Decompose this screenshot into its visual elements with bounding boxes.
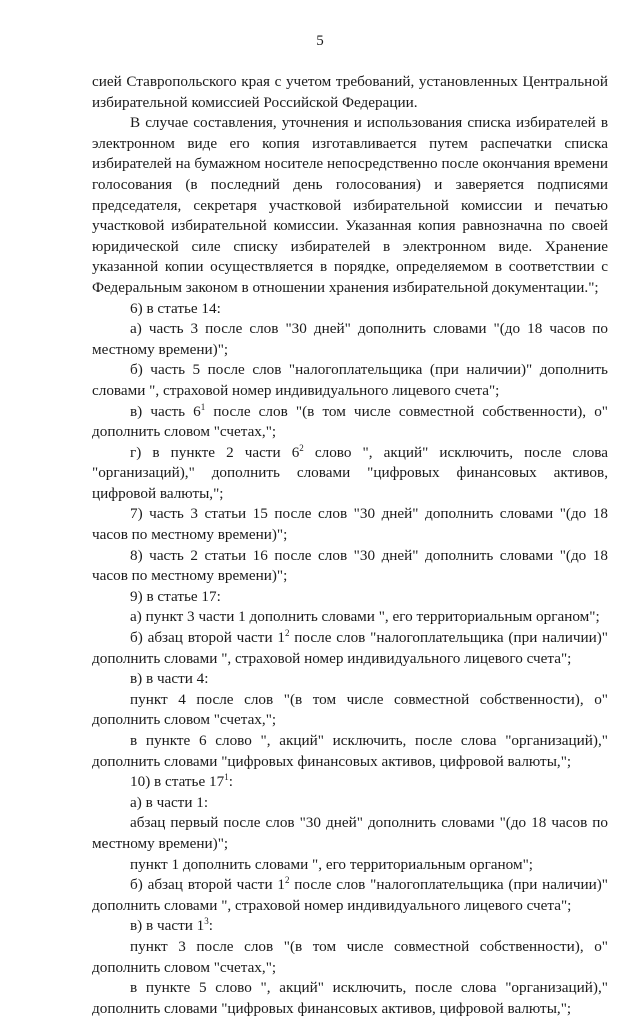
paragraph [92,319,608,360]
paragraph [92,916,608,937]
paragraph-text: а) часть 3 после слов "30 дней" дополнить словами "(до 18 часов по местному времени)"; [92,320,608,358]
paragraph-text: пункт 1 дополнить словами ", его территориальным органом"; [130,855,534,873]
superscript-index: 1 [224,772,229,783]
paragraph-text: в) в части 1 [130,917,205,935]
superscript-index: 1 [200,401,206,412]
paragraph-text-continuation: : [228,773,233,791]
document-body [92,72,608,1019]
paragraph-text: сией Ставропольского края с учетом требований, установленных Центральной избирательной комиссией Российской Федерации. [92,73,608,111]
paragraph-text: а) пункт 3 части 1 дополнить словами ", его территориальным органом"; [130,608,600,626]
paragraph [92,546,608,587]
paragraph [92,731,608,772]
paragraph-text: г) в пункте 2 части 6 [130,443,300,461]
paragraph [92,607,608,628]
paragraph-text: 9) в статье 17: [130,587,221,605]
paragraph [92,504,608,545]
paragraph-text: пункт 3 после слов "(в том числе совместной собственности), о" дополнить словом "счетах,"; [92,937,608,976]
paragraph-text-continuation: после слов "налогоплательщика (при наличии)" дополнить словами ", страховой номер индивидуального лицевого счета"; [92,629,608,667]
paragraph-text-continuation: после слов "(в том числе совместной собственности), о" дополнить словом "счетах,"; [92,402,608,441]
paragraph-text-continuation: после слов "налогоплательщика (при наличии)" дополнить словами ", страховой номер индивидуального лицевого счета"; [92,876,608,914]
paragraph [92,813,608,854]
paragraph-text: 8) часть 2 статьи 16 после слов "30 дней" дополнить словами "(до 18 часов по местному времени)"; [92,546,608,585]
paragraph [92,587,608,608]
paragraph [92,690,608,731]
paragraph-text: в) в части 4: [130,670,209,688]
paragraph-text: 10) в статье 17 [130,773,225,791]
paragraph-text: 6) в статье 14: [130,299,221,317]
paragraph-text: пункт 4 после слов "(в том числе совместной собственности), о" дополнить словом "счетах,"; [92,690,608,729]
paragraph [92,855,608,876]
paragraph-text: б) абзац второй части 1 [130,629,285,647]
paragraph-text: в) часть 6 [130,402,201,420]
paragraph [92,443,608,505]
paragraph [92,299,608,320]
paragraph [92,72,608,113]
paragraph-text: в пункте 6 слово ", акций" исключить, после слова "организаций)," дополнить словами "цифровых финансовых активов, цифровой валюты,"; [92,732,608,770]
paragraph [92,793,608,814]
paragraph [92,113,608,298]
paragraph-text: б) часть 5 после слов "налогоплательщика (при наличии)" дополнить словами ", страховой номер индивидуального лицевого счета"; [92,361,608,399]
paragraph-text: 7) часть 3 статьи 15 после слов "30 дней" дополнить словами "(до 18 часов по местному времени)"; [92,505,608,544]
paragraph [92,628,608,669]
paragraph-text: абзац первый после слов "30 дней" дополнить словами "(до 18 часов по местному времени)"; [92,814,608,852]
paragraph [92,875,608,916]
paragraph [92,402,608,443]
superscript-index: 2 [299,442,304,453]
paragraph [92,772,608,793]
paragraph [92,937,608,978]
paragraph [92,669,608,690]
paragraph-text: а) в части 1: [130,793,209,811]
superscript-index: 2 [284,628,290,639]
superscript-index: 2 [284,875,290,886]
paragraph-text: б) абзац второй части 1 [130,876,285,894]
superscript-index: 3 [204,916,209,927]
paragraph-text-continuation: : [208,917,214,935]
paragraph [92,978,608,1019]
paragraph-text: в пункте 5 слово ", акций" исключить, после слова "организаций)," дополнить словами "цифровых финансовых активов, цифровой валюты,"; [92,979,608,1017]
page-number: 5 [316,33,324,49]
paragraph-text-continuation: слово ", акций" исключить, после слова "организаций)," дополнить словами "цифровых финансовых активов, цифровой валюты,"; [92,443,609,502]
paragraph-text: В случае составления, уточнения и использования списка избирателей в электронном виде его копия изготавливается путем распечатки списка избирателей на бумажном носителе непосредственно после окончания времени голосования (в последний день голосования) и заверяется подписями председателя, секретаря участковой избирательной комиссии и печатью участковой избирательной комиссии. Указанная копия равнозначна по своей юридической силе списку избирателей в электронном виде. Хранение указанной копии осуществляется в порядке, определяемом в соответствии с Федеральным законом в отношении хранения избирательной документации."; [92,114,608,296]
paragraph [92,360,608,401]
